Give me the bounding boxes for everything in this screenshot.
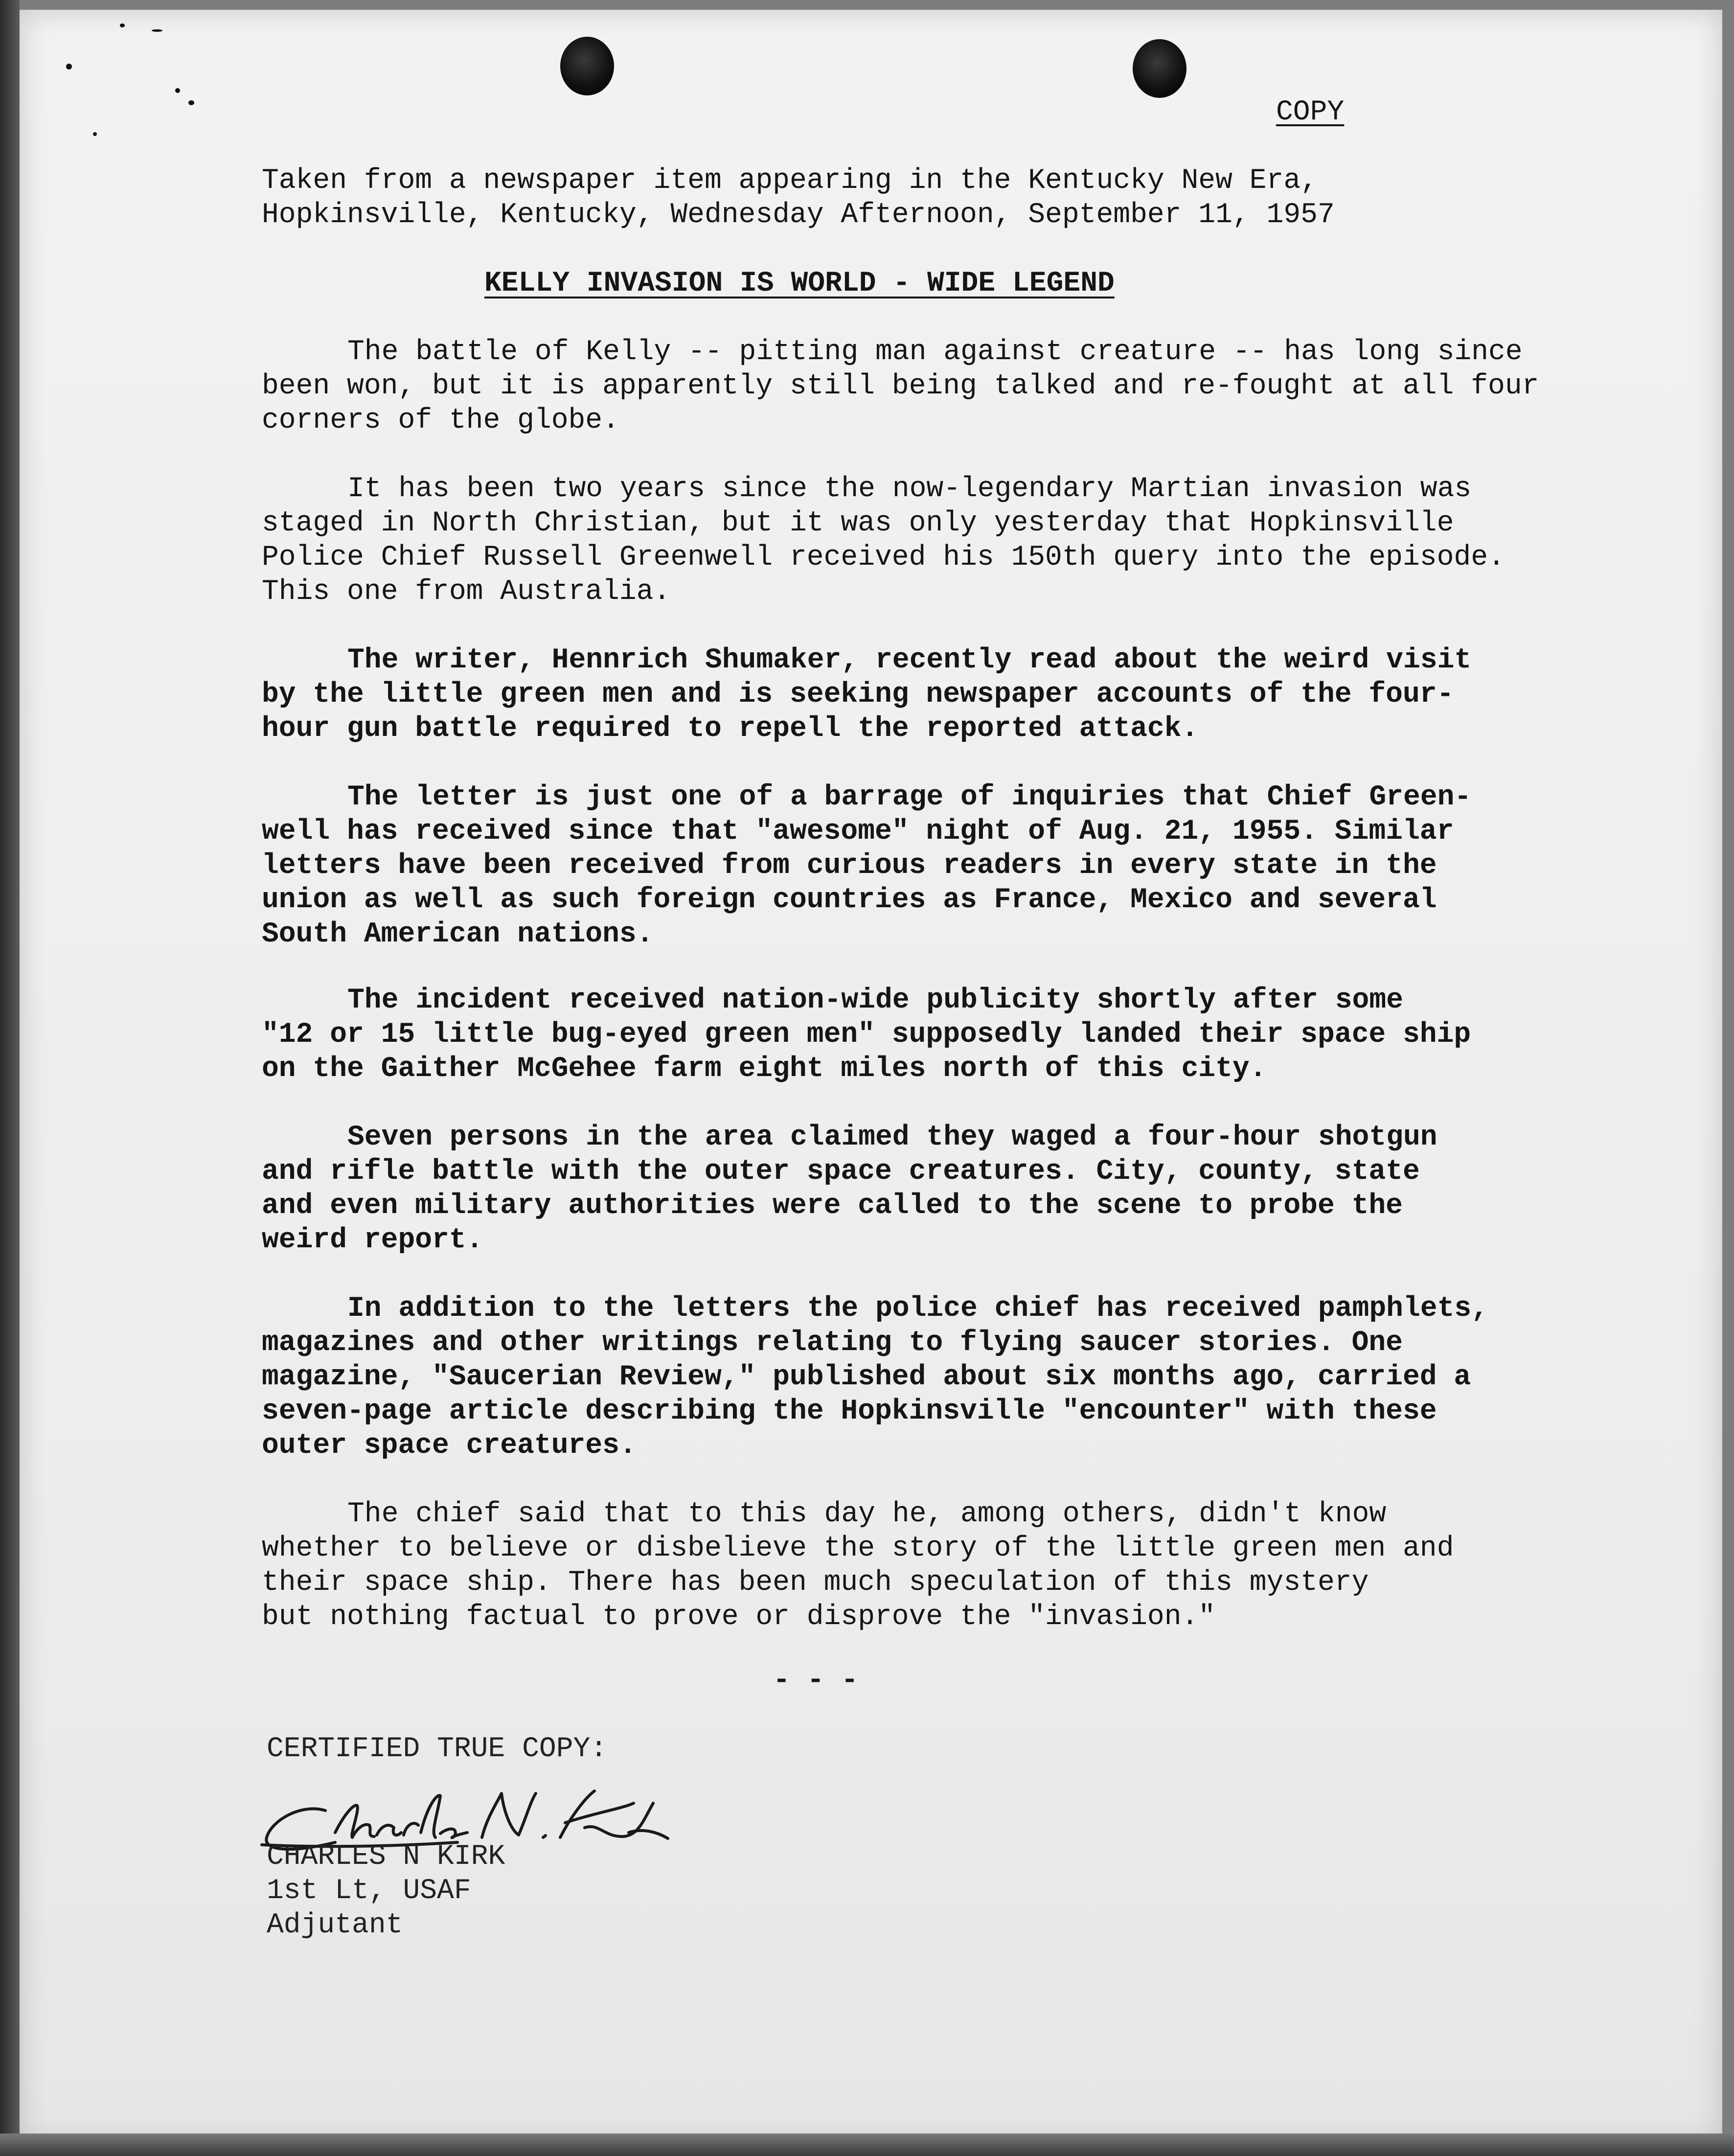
paragraph — [262, 1292, 1488, 1463]
scan-bottom-edge — [0, 2133, 1734, 2156]
paragraph-line: and rifle battle with the outer space creatures. City, county, state — [262, 1156, 1420, 1188]
paragraph — [262, 643, 1471, 746]
paragraph-line: but nothing factual to prove or disprove the "invasion." — [262, 1601, 1216, 1633]
scan-left-edge — [0, 0, 20, 2156]
paragraph-line: corners of the globe. — [262, 405, 619, 436]
paragraph-line: This one from Australia. — [262, 576, 671, 608]
scan-speck — [188, 100, 194, 105]
scan-speck — [120, 23, 125, 27]
paragraph-line: outer space creatures. — [262, 1430, 637, 1462]
paragraph — [262, 984, 1471, 1086]
paragraph-line: seven-page article describing the Hopkinsville "encounter" with these — [262, 1396, 1437, 1427]
paragraph-line: hour gun battle required to repell the reported attack. — [262, 713, 1199, 745]
signer-title: Adjutant — [267, 1909, 403, 1941]
signer-rank: 1st Lt, USAF — [267, 1875, 471, 1907]
scan-speck — [66, 64, 72, 69]
source-line-2: Hopkinsville, Kentucky, Wednesday Afternoon, September 11, 1957 — [262, 199, 1335, 231]
scan-speck — [175, 88, 180, 93]
separator: - - - — [773, 1665, 859, 1697]
paragraph-line: Seven persons in the area claimed they waged a four-hour shotgun — [347, 1122, 1437, 1153]
scan-speck — [152, 29, 162, 32]
paragraph-line: The writer, Hennrich Shumaker, recently read about the weird visit — [347, 644, 1472, 676]
paragraph-line: In addition to the letters the police chief has received pamphlets, — [347, 1293, 1488, 1325]
punch-hole-left — [560, 37, 614, 95]
headline: KELLY INVASION IS WORLD - WIDE LEGEND — [484, 268, 1115, 299]
paragraph-line: The battle of Kelly -- pitting man against creature -- has long since — [347, 336, 1523, 368]
paragraph — [262, 335, 1539, 438]
copy-mark: COPY — [1276, 96, 1345, 128]
paragraph-line: and even military authorities were called to the scene to probe the — [262, 1190, 1403, 1222]
paragraph-line: letters have been received from curious readers in every state in the — [262, 850, 1437, 882]
paragraph-line: The letter is just one of a barrage of inquiries that Chief Green- — [347, 781, 1472, 813]
paragraph-line: been won, but it is apparently still being talked and re-fought at all four — [262, 370, 1539, 402]
signer-name: CHARLES N KIRK — [267, 1841, 505, 1873]
paragraph — [262, 1121, 1437, 1258]
paragraph-line: on the Gaither McGehee farm eight miles north of this city. — [262, 1053, 1267, 1085]
paragraph-line: their space ship. There has been much speculation of this mystery — [262, 1567, 1369, 1599]
paragraph-line: Police Chief Russell Greenwell received his 150th query into the episode. — [262, 542, 1505, 573]
punch-hole-right — [1133, 39, 1186, 98]
paragraph-line: The chief said that to this day he, among others, didn't know — [347, 1498, 1387, 1530]
source-line-1: Taken from a newspaper item appearing in the Kentucky New Era, — [262, 165, 1318, 197]
scan-speck — [93, 132, 97, 136]
paragraph — [262, 780, 1471, 952]
paragraph — [262, 472, 1505, 609]
paragraph — [262, 1497, 1454, 1634]
paragraph-line: South American nations. — [262, 918, 654, 950]
paragraph-line: It has been two years since the now-legendary Martian invasion was — [347, 473, 1472, 505]
paragraph-line: The incident received nation-wide publicity shortly after some — [347, 985, 1403, 1016]
paragraph-line: magazines and other writings relating to flying saucer stories. One — [262, 1327, 1403, 1359]
paragraph-line: union as well as such foreign countries as France, Mexico and several — [262, 884, 1437, 916]
paragraph-line: magazine, "Saucerian Review," published about six months ago, carried a — [262, 1361, 1471, 1393]
paragraph-line: "12 or 15 little bug-eyed green men" supposedly landed their space ship — [262, 1019, 1471, 1051]
paragraph-line: by the little green men and is seeking newspaper accounts of the four- — [262, 679, 1454, 711]
paragraph-line: staged in North Christian, but it was only yesterday that Hopkinsville — [262, 507, 1454, 539]
certification-label: CERTIFIED TRUE COPY: — [267, 1733, 608, 1765]
paragraph-line: weird report. — [262, 1224, 483, 1256]
paragraph-line: whether to believe or disbelieve the story of the little green men and — [262, 1533, 1454, 1564]
paragraph-line: well has received since that "awesome" night of Aug. 21, 1955. Similar — [262, 816, 1454, 848]
